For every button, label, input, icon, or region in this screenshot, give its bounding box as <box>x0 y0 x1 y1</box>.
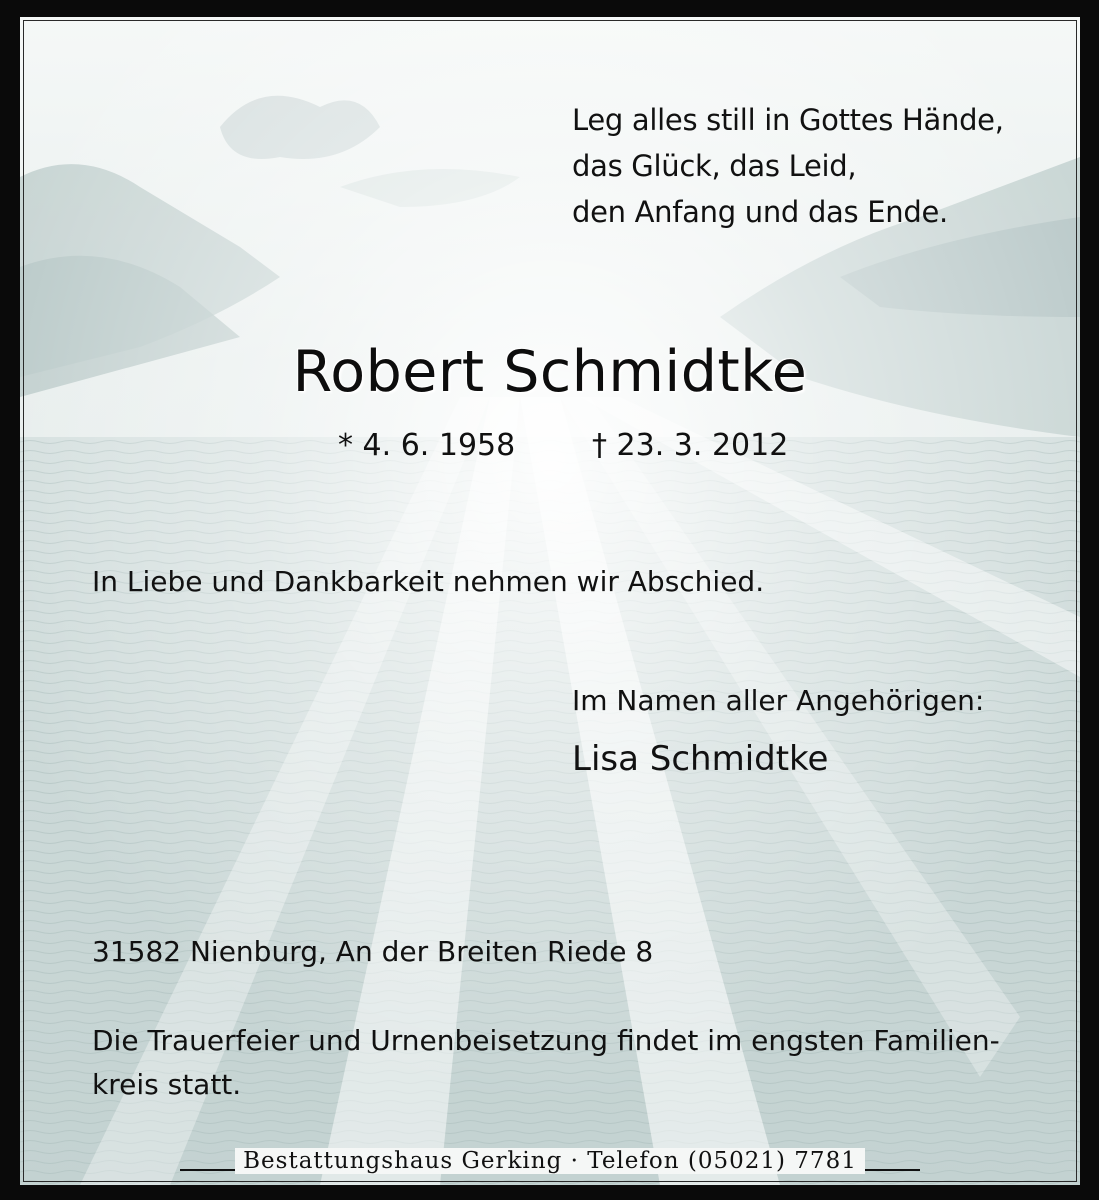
birth-date: * 4. 6. 1958 <box>338 428 516 463</box>
verse-line: Leg alles still in Gottes Hände, <box>572 103 1004 137</box>
ceremony-line: Die Trauerfeier und Urnenbeisetzung findet im engsten Familien- <box>92 1024 1000 1057</box>
ceremony-notice <box>92 1019 1000 1107</box>
verse-line: den Anfang und das Ende. <box>572 195 948 229</box>
deceased-name: Robert Schmidtke <box>292 339 808 405</box>
mourner-name: Lisa Schmidtke <box>572 739 829 779</box>
verse-line: das Glück, das Leid, <box>572 149 857 183</box>
mourners-intro: Im Namen aller Angehörigen: <box>572 684 985 717</box>
verse-block <box>572 97 1004 235</box>
obituary-card <box>20 17 1080 1185</box>
funeral-home-footer <box>20 1148 1080 1174</box>
farewell-text: In Liebe und Dankbarkeit nehmen wir Abschied. <box>92 565 765 598</box>
funeral-home-text: Bestattungshaus Gerking · Telefon (05021) 7781 <box>235 1148 865 1174</box>
ceremony-line: kreis statt. <box>92 1068 242 1101</box>
death-date: † 23. 3. 2012 <box>592 428 789 463</box>
address-line: 31582 Nienburg, An der Breiten Riede 8 <box>92 935 654 968</box>
